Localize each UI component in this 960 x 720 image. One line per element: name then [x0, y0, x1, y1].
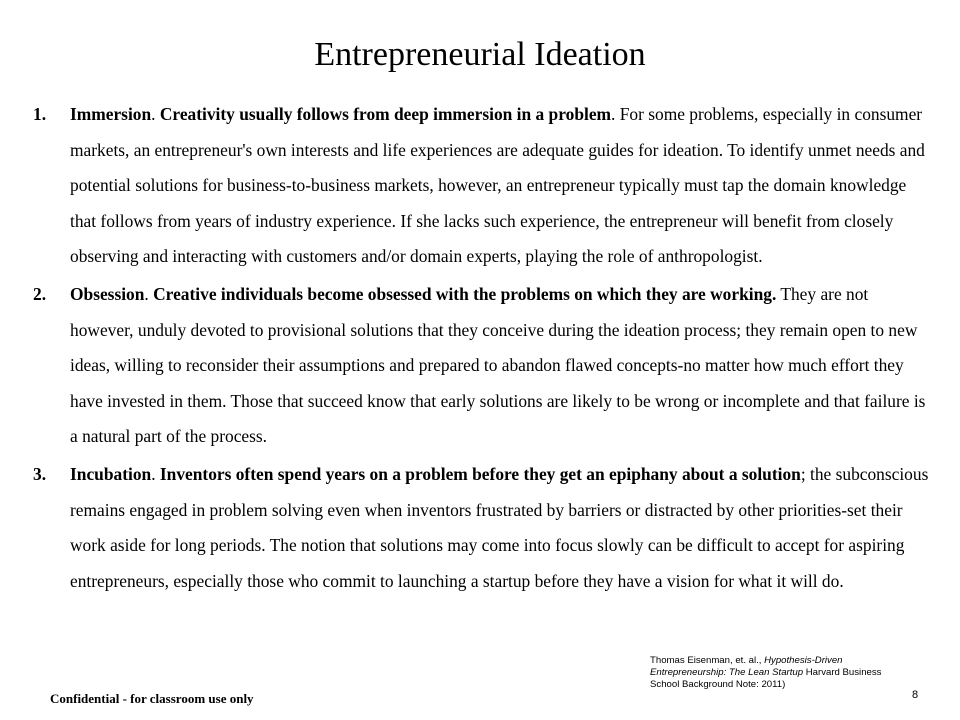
confidential-footer: Confidential - for classroom use only	[50, 691, 254, 706]
ideation-list	[30, 97, 935, 601]
item-emphasis: Inventors often spend years on a problem before they get an epiphany about a solution	[159, 463, 801, 484]
item-emphasis: Creative individuals become obsessed with the problems on which they are working.	[153, 283, 777, 304]
item-heading: Obsession	[70, 283, 145, 304]
citation-suffix: Harvard Business School Background Note: 2011)	[650, 667, 882, 690]
page-number: 8	[912, 689, 919, 701]
slide-title: Entrepreneurial Ideation	[314, 36, 646, 73]
item-heading: Immersion	[70, 104, 152, 124]
citation-prefix: Thomas Eisenman, et. al.,	[650, 655, 765, 666]
citation-title: Hypothesis-Driven Entrepreneurship: The Lean Startup	[650, 655, 843, 678]
item-separator: .	[151, 463, 160, 484]
list-item	[30, 277, 935, 455]
list-item	[30, 457, 935, 599]
item-body: They are not however, unduly devoted to provisional solutions that they conceive during the ideation process; they remain open to new ideas, willing to reconsider their assumptions and prepared to abandon flawed concepts-no matter how much effort they have invested in them. Those that succeed know that early solutions are likely to be wrong or incomplete and that failure is a natural part of the process.	[70, 283, 926, 447]
item-separator: .	[151, 104, 160, 124]
item-body: . For some problems, especially in consumer markets, an entrepreneur's own interests and life experiences are adequate guides for ideation. To identify unmet needs and potential solutions for business-to-business markets, however, an entrepreneur typically must tap the domain knowledge that follows from years of industry experience. If she lacks such experience, the entrepreneur will benefit from closely observing and interacting with customers and/or domain experts, playing the role of anthropologist.	[70, 104, 925, 267]
item-number: 1.	[33, 104, 47, 124]
item-emphasis: Creativity usually follows from deep immersion in a problem	[159, 104, 612, 124]
item-number: 2.	[33, 283, 47, 304]
item-heading: Incubation	[70, 463, 152, 484]
item-separator: .	[144, 283, 154, 304]
item-number: 3.	[33, 463, 47, 484]
citation	[650, 655, 900, 691]
list-item	[30, 97, 935, 275]
item-body: ; the subconscious remains engaged in problem solving even when inventors frustrated by barriers or distracted by other priorities-set their work aside for long periods. The notion that solutions may come into focus slowly can be difficult to accept for aspiring entrepreneurs, especially those who commit to launching a startup before they have a vision for what it will do.	[70, 463, 929, 591]
